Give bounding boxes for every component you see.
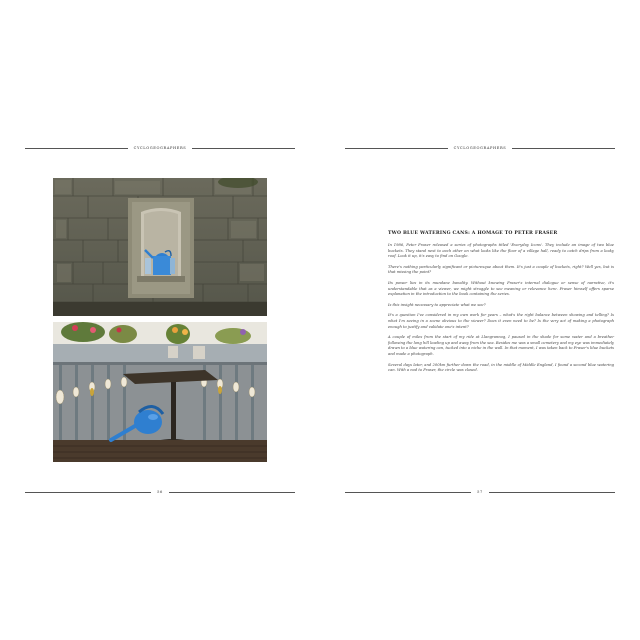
photo-wall-niche-watering-can: [53, 178, 267, 316]
header-rule: [192, 148, 295, 149]
footer-rule: [169, 492, 295, 493]
running-head-left: [25, 144, 295, 152]
article-paragraph: A couple of miles from the start of my ride at Llangrannog, I paused in the shade for some water and a breather following the long hill leading up and away from the sea. Besides me was a small cemetery and my eye was immediately drawn to a blue watering can, tucked into a niche in the wall. In that moment, I was taken back to Fraser's blue buckets and made a photograph.: [388, 335, 614, 356]
running-head-text: CYCLOGEOGRAPHERS: [133, 146, 187, 150]
page-number: 57: [477, 490, 483, 494]
page-number: 56: [157, 490, 163, 494]
article-paragraph: There's nothing particularly significant or picturesque about them. It's just a couple of buckets, right? Well yes, but is that missing the point?: [388, 264, 614, 275]
footer-rule: [25, 492, 151, 493]
footer-rule: [345, 492, 471, 493]
running-head-text: CYCLOGEOGRAPHERS: [453, 146, 507, 150]
right-page: [320, 0, 640, 640]
header-rule: [512, 148, 615, 149]
article-paragraph: Is this insight necessary to appreciate what we see?: [388, 302, 486, 307]
header-rule: [25, 148, 128, 149]
header-rule: [345, 148, 448, 149]
article-paragraph: Its power lies in its mundane banality. Without knowing Fraser's internal dialogue or sense of narrative, it's understandable that as a viewer, we might struggle to see meaning or relevance here. Fraser himself offers sparse explanation in the introduction to the book containing the series.: [388, 280, 614, 297]
article-paragraph: It's a question I've considered in my own work for years – what's the right balance between showing and telling? Is what I'm seeing in a scene obvious to the viewer? Does it even need to be? Is the very act of making a photograph enough to justify and validate one's intent?: [388, 313, 614, 329]
article-title: TWO BLUE WATERING CANS: A HOMAGE TO PETER FRASER: [388, 231, 558, 236]
footer-right: [345, 488, 615, 496]
article-paragraph: Several days later, and 200km further down the road, in the middle of Middle England, I found a second blue watering can. With a nod to Fraser, the circle was closed.: [388, 362, 614, 373]
footer-rule: [489, 492, 615, 493]
article-paragraph: In 1986, Peter Fraser released a series of photographs titled 'Everyday Icons'. They include an image of two blue buckets. They stand next to each other on what looks like the floor of a village hall, ready to catch drips from a leaky roof. Look it up, it's easy to find on Google.: [388, 243, 614, 259]
running-head-right: [345, 144, 615, 152]
watering-can-icon: [145, 250, 175, 275]
photo-balcony-watering-can: [53, 322, 267, 462]
footer-left: [25, 488, 295, 496]
article: [388, 231, 614, 379]
